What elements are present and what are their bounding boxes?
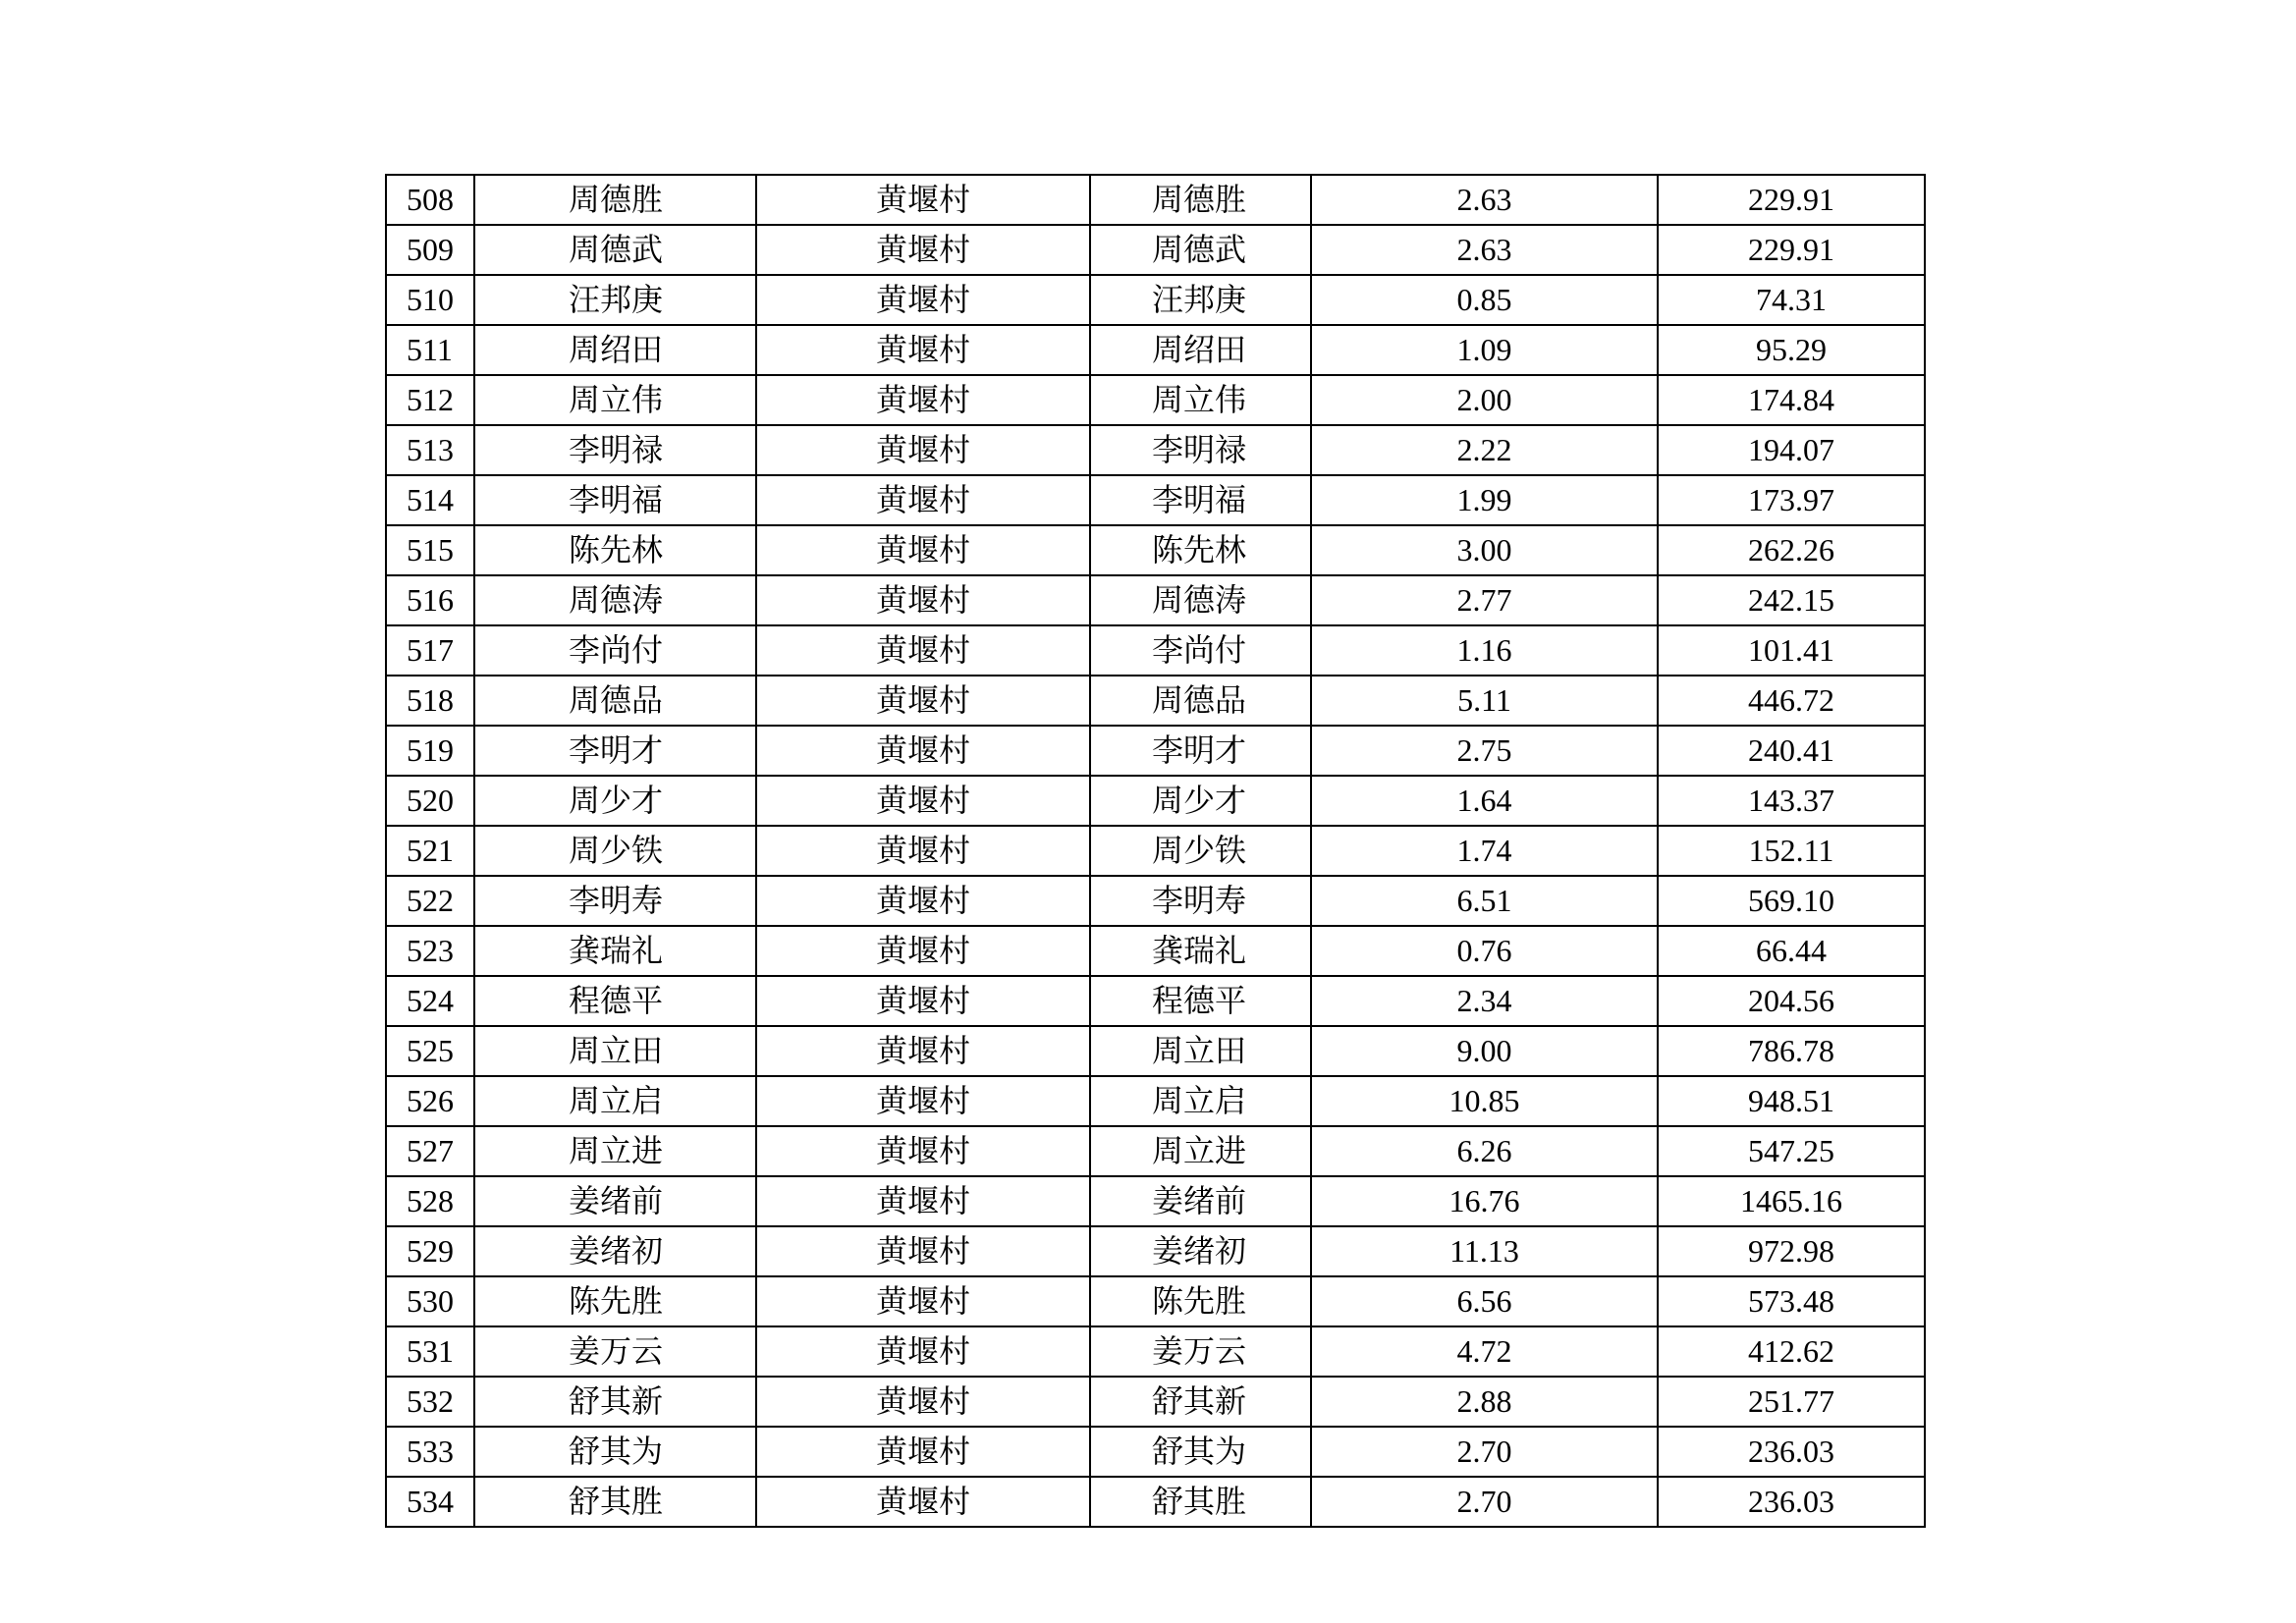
village-cell: 黄堰村	[756, 776, 1090, 826]
table-row	[386, 726, 1925, 776]
name-cell: 周少铁	[474, 826, 756, 876]
payee-cell: 周绍田	[1090, 325, 1311, 375]
row-number-cell: 508	[386, 175, 474, 225]
table-row	[386, 375, 1925, 425]
payee-cell: 舒其新	[1090, 1377, 1311, 1427]
payee-cell: 姜绪初	[1090, 1226, 1311, 1276]
table-row	[386, 876, 1925, 926]
area-cell: 2.63	[1311, 225, 1658, 275]
name-cell: 周立启	[474, 1076, 756, 1126]
name-cell: 舒其为	[474, 1427, 756, 1477]
area-cell: 3.00	[1311, 525, 1658, 575]
row-number-cell: 511	[386, 325, 474, 375]
area-cell: 4.72	[1311, 1326, 1658, 1377]
payee-cell: 周德涛	[1090, 575, 1311, 625]
village-cell: 黄堰村	[756, 475, 1090, 525]
table-row	[386, 1126, 1925, 1176]
table-row	[386, 1026, 1925, 1076]
table-row	[386, 926, 1925, 976]
amount-cell: 194.07	[1658, 425, 1925, 475]
amount-cell: 569.10	[1658, 876, 1925, 926]
row-number-cell: 524	[386, 976, 474, 1026]
table-row	[386, 1377, 1925, 1427]
village-cell: 黄堰村	[756, 375, 1090, 425]
village-cell: 黄堰村	[756, 525, 1090, 575]
payee-cell: 李明福	[1090, 475, 1311, 525]
village-cell: 黄堰村	[756, 1026, 1090, 1076]
village-cell: 黄堰村	[756, 1427, 1090, 1477]
area-cell: 1.74	[1311, 826, 1658, 876]
row-number-cell: 510	[386, 275, 474, 325]
name-cell: 周德武	[474, 225, 756, 275]
village-cell: 黄堰村	[756, 575, 1090, 625]
amount-cell: 948.51	[1658, 1076, 1925, 1126]
village-cell: 黄堰村	[756, 1326, 1090, 1377]
row-number-cell: 519	[386, 726, 474, 776]
payee-cell: 舒其为	[1090, 1427, 1311, 1477]
table-row	[386, 625, 1925, 676]
payee-cell: 陈先胜	[1090, 1276, 1311, 1326]
area-cell: 6.51	[1311, 876, 1658, 926]
table-row	[386, 525, 1925, 575]
name-cell: 汪邦庚	[474, 275, 756, 325]
village-cell: 黄堰村	[756, 1076, 1090, 1126]
area-cell: 2.00	[1311, 375, 1658, 425]
village-cell: 黄堰村	[756, 826, 1090, 876]
payee-cell: 李明才	[1090, 726, 1311, 776]
payee-cell: 姜万云	[1090, 1326, 1311, 1377]
name-cell: 李明禄	[474, 425, 756, 475]
payee-cell: 周德胜	[1090, 175, 1311, 225]
payee-cell: 周立进	[1090, 1126, 1311, 1176]
name-cell: 周立田	[474, 1026, 756, 1076]
area-cell: 6.26	[1311, 1126, 1658, 1176]
amount-cell: 229.91	[1658, 175, 1925, 225]
village-cell: 黄堰村	[756, 976, 1090, 1026]
area-cell: 0.76	[1311, 926, 1658, 976]
area-cell: 5.11	[1311, 676, 1658, 726]
row-number-cell: 533	[386, 1427, 474, 1477]
table-row	[386, 826, 1925, 876]
row-number-cell: 509	[386, 225, 474, 275]
name-cell: 李明才	[474, 726, 756, 776]
row-number-cell: 520	[386, 776, 474, 826]
amount-cell: 143.37	[1658, 776, 1925, 826]
amount-cell: 242.15	[1658, 575, 1925, 625]
amount-cell: 412.62	[1658, 1326, 1925, 1377]
village-cell: 黄堰村	[756, 1377, 1090, 1427]
payee-cell: 周少才	[1090, 776, 1311, 826]
amount-cell: 573.48	[1658, 1276, 1925, 1326]
row-number-cell: 521	[386, 826, 474, 876]
village-cell: 黄堰村	[756, 275, 1090, 325]
area-cell: 9.00	[1311, 1026, 1658, 1076]
row-number-cell: 514	[386, 475, 474, 525]
name-cell: 周少才	[474, 776, 756, 826]
name-cell: 周立伟	[474, 375, 756, 425]
amount-cell: 229.91	[1658, 225, 1925, 275]
table-row	[386, 225, 1925, 275]
name-cell: 姜万云	[474, 1326, 756, 1377]
name-cell: 姜绪初	[474, 1226, 756, 1276]
name-cell: 姜绪前	[474, 1176, 756, 1226]
amount-cell: 251.77	[1658, 1377, 1925, 1427]
payee-cell: 舒其胜	[1090, 1477, 1311, 1527]
area-cell: 6.56	[1311, 1276, 1658, 1326]
row-number-cell: 523	[386, 926, 474, 976]
name-cell: 陈先林	[474, 525, 756, 575]
area-cell: 0.85	[1311, 275, 1658, 325]
area-cell: 16.76	[1311, 1176, 1658, 1226]
area-cell: 2.88	[1311, 1377, 1658, 1427]
area-cell: 2.70	[1311, 1427, 1658, 1477]
payee-cell: 周少铁	[1090, 826, 1311, 876]
row-number-cell: 532	[386, 1377, 474, 1427]
name-cell: 李明福	[474, 475, 756, 525]
table-row	[386, 475, 1925, 525]
name-cell: 李明寿	[474, 876, 756, 926]
table-row	[386, 1477, 1925, 1527]
payee-cell: 周德品	[1090, 676, 1311, 726]
payee-cell: 周立伟	[1090, 375, 1311, 425]
village-cell: 黄堰村	[756, 425, 1090, 475]
amount-cell: 236.03	[1658, 1427, 1925, 1477]
row-number-cell: 516	[386, 575, 474, 625]
amount-cell: 152.11	[1658, 826, 1925, 876]
name-cell: 舒其新	[474, 1377, 756, 1427]
area-cell: 1.64	[1311, 776, 1658, 826]
amount-cell: 173.97	[1658, 475, 1925, 525]
village-cell: 黄堰村	[756, 1226, 1090, 1276]
village-cell: 黄堰村	[756, 175, 1090, 225]
village-cell: 黄堰村	[756, 1126, 1090, 1176]
table-row	[386, 575, 1925, 625]
table-row	[386, 175, 1925, 225]
table-row	[386, 976, 1925, 1026]
row-number-cell: 518	[386, 676, 474, 726]
name-cell: 舒其胜	[474, 1477, 756, 1527]
row-number-cell: 512	[386, 375, 474, 425]
name-cell: 陈先胜	[474, 1276, 756, 1326]
name-cell: 程德平	[474, 976, 756, 1026]
row-number-cell: 531	[386, 1326, 474, 1377]
payee-cell: 陈先林	[1090, 525, 1311, 575]
village-cell: 黄堰村	[756, 1276, 1090, 1326]
payee-cell: 李明禄	[1090, 425, 1311, 475]
row-number-cell: 534	[386, 1477, 474, 1527]
area-cell: 2.63	[1311, 175, 1658, 225]
table-row	[386, 275, 1925, 325]
amount-cell: 1465.16	[1658, 1176, 1925, 1226]
payee-cell: 周立田	[1090, 1026, 1311, 1076]
payee-cell: 李明寿	[1090, 876, 1311, 926]
area-cell: 2.34	[1311, 976, 1658, 1026]
amount-cell: 95.29	[1658, 325, 1925, 375]
row-number-cell: 513	[386, 425, 474, 475]
village-cell: 黄堰村	[756, 1477, 1090, 1527]
amount-cell: 786.78	[1658, 1026, 1925, 1076]
row-number-cell: 530	[386, 1276, 474, 1326]
amount-cell: 204.56	[1658, 976, 1925, 1026]
amount-cell: 262.26	[1658, 525, 1925, 575]
name-cell: 周德品	[474, 676, 756, 726]
row-number-cell: 525	[386, 1026, 474, 1076]
payee-cell: 姜绪前	[1090, 1176, 1311, 1226]
name-cell: 周德涛	[474, 575, 756, 625]
name-cell: 李尚付	[474, 625, 756, 676]
row-number-cell: 517	[386, 625, 474, 676]
payee-cell: 汪邦庚	[1090, 275, 1311, 325]
village-cell: 黄堰村	[756, 225, 1090, 275]
village-cell: 黄堰村	[756, 676, 1090, 726]
row-number-cell: 522	[386, 876, 474, 926]
payee-cell: 周德武	[1090, 225, 1311, 275]
name-cell: 周德胜	[474, 175, 756, 225]
village-cell: 黄堰村	[756, 625, 1090, 676]
row-number-cell: 528	[386, 1176, 474, 1226]
name-cell: 周绍田	[474, 325, 756, 375]
amount-cell: 66.44	[1658, 926, 1925, 976]
village-cell: 黄堰村	[756, 1176, 1090, 1226]
row-number-cell: 529	[386, 1226, 474, 1276]
table-row	[386, 776, 1925, 826]
amount-cell: 972.98	[1658, 1226, 1925, 1276]
table-row	[386, 1176, 1925, 1226]
table-row	[386, 1076, 1925, 1126]
table-row	[386, 1226, 1925, 1276]
village-cell: 黄堰村	[756, 876, 1090, 926]
amount-cell: 74.31	[1658, 275, 1925, 325]
table-row	[386, 676, 1925, 726]
name-cell: 周立进	[474, 1126, 756, 1176]
table-row	[386, 425, 1925, 475]
table-row	[386, 1427, 1925, 1477]
area-cell: 1.16	[1311, 625, 1658, 676]
area-cell: 2.70	[1311, 1477, 1658, 1527]
name-cell: 龚瑞礼	[474, 926, 756, 976]
village-cell: 黄堰村	[756, 926, 1090, 976]
row-number-cell: 527	[386, 1126, 474, 1176]
data-table	[385, 174, 1926, 1528]
amount-cell: 236.03	[1658, 1477, 1925, 1527]
amount-cell: 101.41	[1658, 625, 1925, 676]
area-cell: 2.77	[1311, 575, 1658, 625]
village-cell: 黄堰村	[756, 325, 1090, 375]
table-body	[386, 175, 1925, 1527]
payee-cell: 周立启	[1090, 1076, 1311, 1126]
area-cell: 1.09	[1311, 325, 1658, 375]
area-cell: 11.13	[1311, 1226, 1658, 1276]
table-row	[386, 1326, 1925, 1377]
payee-cell: 李尚付	[1090, 625, 1311, 676]
area-cell: 2.75	[1311, 726, 1658, 776]
village-cell: 黄堰村	[756, 726, 1090, 776]
row-number-cell: 515	[386, 525, 474, 575]
amount-cell: 240.41	[1658, 726, 1925, 776]
amount-cell: 547.25	[1658, 1126, 1925, 1176]
area-cell: 10.85	[1311, 1076, 1658, 1126]
area-cell: 2.22	[1311, 425, 1658, 475]
amount-cell: 174.84	[1658, 375, 1925, 425]
table-row	[386, 325, 1925, 375]
amount-cell: 446.72	[1658, 676, 1925, 726]
area-cell: 1.99	[1311, 475, 1658, 525]
row-number-cell: 526	[386, 1076, 474, 1126]
payee-cell: 龚瑞礼	[1090, 926, 1311, 976]
payee-cell: 程德平	[1090, 976, 1311, 1026]
table-row	[386, 1276, 1925, 1326]
